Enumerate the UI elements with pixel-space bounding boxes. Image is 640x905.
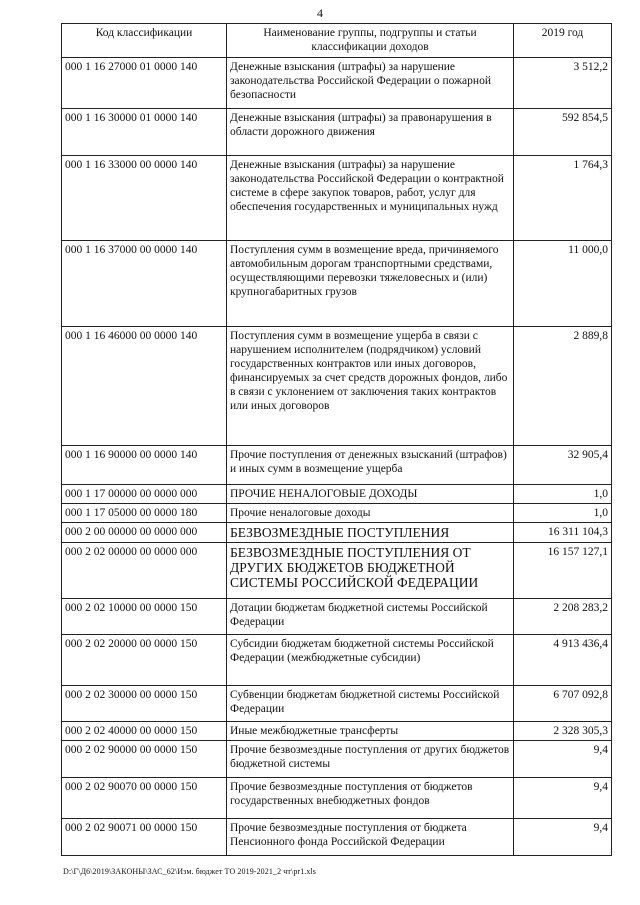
row-code: 000 2 02 40000 00 0000 150 bbox=[62, 722, 227, 741]
row-code: 000 1 17 05000 00 0000 180 bbox=[62, 504, 227, 523]
row-name: Поступления сумм в возмещение вреда, причиняемого автомобильным дорогам транспортными средствами, осуществляющими перевозки тяжеловесных и (или) крупногабаритных грузов bbox=[227, 241, 514, 327]
row-code: 000 2 02 00000 00 0000 000 bbox=[62, 543, 227, 599]
row-value: 11 000,0 bbox=[514, 241, 612, 327]
row-code: 000 2 02 30000 00 0000 150 bbox=[62, 686, 227, 722]
row-value: 6 707 092,8 bbox=[514, 686, 612, 722]
file-path-footer: D:\Г\Д6\2019\ЗАКОНЫ\ЗАС_62\Изм. бюджет ТО 2019-2021_2 чт\pr1.xls bbox=[63, 867, 317, 876]
table-row bbox=[62, 485, 612, 504]
row-code: 000 2 02 10000 00 0000 150 bbox=[62, 599, 227, 635]
row-value: 16 157 127,1 bbox=[514, 543, 612, 599]
row-code: 000 2 02 90000 00 0000 150 bbox=[62, 741, 227, 778]
row-name: Прочие неналоговые доходы bbox=[227, 504, 514, 523]
table-row bbox=[62, 523, 612, 543]
row-name: Прочие безвозмездные поступления от бюджета Пенсионного фонда Российской Федерации bbox=[227, 819, 514, 856]
table-row bbox=[62, 109, 612, 156]
row-value: 3 512,2 bbox=[514, 58, 612, 109]
row-code: 000 1 16 33000 00 0000 140 bbox=[62, 156, 227, 241]
row-name: БЕЗВОЗМЕЗДНЫЕ ПОСТУПЛЕНИЯ bbox=[227, 523, 514, 543]
row-name: БЕЗВОЗМЕЗДНЫЕ ПОСТУПЛЕНИЯ ОТ ДРУГИХ БЮДЖЕТОВ БЮДЖЕТНОЙ СИСТЕМЫ РОССИЙСКОЙ ФЕДЕРАЦИИ bbox=[227, 543, 514, 599]
header-year: 2019 год bbox=[514, 24, 612, 58]
table-row bbox=[62, 504, 612, 523]
row-value: 1 764,3 bbox=[514, 156, 612, 241]
row-code: 000 2 00 00000 00 0000 000 bbox=[62, 523, 227, 543]
row-value: 32 905,4 bbox=[514, 446, 612, 485]
row-name: Прочие безвозмездные поступления от других бюджетов бюджетной системы bbox=[227, 741, 514, 778]
table-row bbox=[62, 635, 612, 686]
row-code: 000 2 02 90071 00 0000 150 bbox=[62, 819, 227, 856]
revenue-classification-table bbox=[61, 23, 612, 856]
table-row bbox=[62, 327, 612, 446]
table-row bbox=[62, 543, 612, 599]
row-name: Прочие поступления от денежных взысканий (штрафов) и иных сумм в возмещение ущерба bbox=[227, 446, 514, 485]
row-code: 000 1 16 46000 00 0000 140 bbox=[62, 327, 227, 446]
row-name: ПРОЧИЕ НЕНАЛОГОВЫЕ ДОХОДЫ bbox=[227, 485, 514, 504]
row-value: 592 854,5 bbox=[514, 109, 612, 156]
row-name: Денежные взыскания (штрафы) за нарушение законодательства Российской Федерации о пожарной безопасности bbox=[227, 58, 514, 109]
row-code: 000 1 16 37000 00 0000 140 bbox=[62, 241, 227, 327]
table-row bbox=[62, 686, 612, 722]
row-name: Дотации бюджетам бюджетной системы Российской Федерации bbox=[227, 599, 514, 635]
row-code: 000 1 16 27000 01 0000 140 bbox=[62, 58, 227, 109]
table-row bbox=[62, 156, 612, 241]
table-row bbox=[62, 722, 612, 741]
row-code: 000 1 17 00000 00 0000 000 bbox=[62, 485, 227, 504]
row-value: 9,4 bbox=[514, 778, 612, 819]
header-code: Код классификации bbox=[62, 24, 227, 58]
row-value: 4 913 436,4 bbox=[514, 635, 612, 686]
table-row bbox=[62, 819, 612, 856]
row-value: 1,0 bbox=[514, 485, 612, 504]
row-name: Денежные взыскания (штрафы) за нарушение законодательства Российской Федерации о контрактной системе в сфере закупок товаров, работ, услуг для обеспечения государственных и муниципальных нужд bbox=[227, 156, 514, 241]
row-value: 1,0 bbox=[514, 504, 612, 523]
row-name: Субсидии бюджетам бюджетной системы Российской Федерации (межбюджетные субсидии) bbox=[227, 635, 514, 686]
table-header-row bbox=[62, 24, 612, 58]
row-name: Денежные взыскания (штрафы) за правонарушения в области дорожного движения bbox=[227, 109, 514, 156]
row-code: 000 2 02 90070 00 0000 150 bbox=[62, 778, 227, 819]
table-row bbox=[62, 446, 612, 485]
row-value: 2 328 305,3 bbox=[514, 722, 612, 741]
row-name: Поступления сумм в возмещение ущерба в связи с нарушением исполнителем (подрядчиком) условий государственных контрактов или иных договоров, финансируемых за счет средств дорожных фондов, либо в связи с уклонением от заключения таких контрактов или иных договоров bbox=[227, 327, 514, 446]
page-number: 4 bbox=[317, 6, 323, 20]
table-row bbox=[62, 241, 612, 327]
table-row bbox=[62, 58, 612, 109]
row-value: 9,4 bbox=[514, 741, 612, 778]
row-name: Прочие безвозмездные поступления от бюджетов государственных внебюджетных фондов bbox=[227, 778, 514, 819]
row-name: Субвенции бюджетам бюджетной системы Российской Федерации bbox=[227, 686, 514, 722]
row-name: Иные межбюджетные трансферты bbox=[227, 722, 514, 741]
row-value: 2 208 283,2 bbox=[514, 599, 612, 635]
table-row bbox=[62, 778, 612, 819]
row-code: 000 1 16 90000 00 0000 140 bbox=[62, 446, 227, 485]
table-row bbox=[62, 599, 612, 635]
row-code: 000 1 16 30000 01 0000 140 bbox=[62, 109, 227, 156]
row-value: 2 889,8 bbox=[514, 327, 612, 446]
row-value: 9,4 bbox=[514, 819, 612, 856]
table-row bbox=[62, 741, 612, 778]
header-name: Наименование группы, подгруппы и статьи классификации доходов bbox=[227, 24, 514, 58]
row-code: 000 2 02 20000 00 0000 150 bbox=[62, 635, 227, 686]
row-value: 16 311 104,3 bbox=[514, 523, 612, 543]
